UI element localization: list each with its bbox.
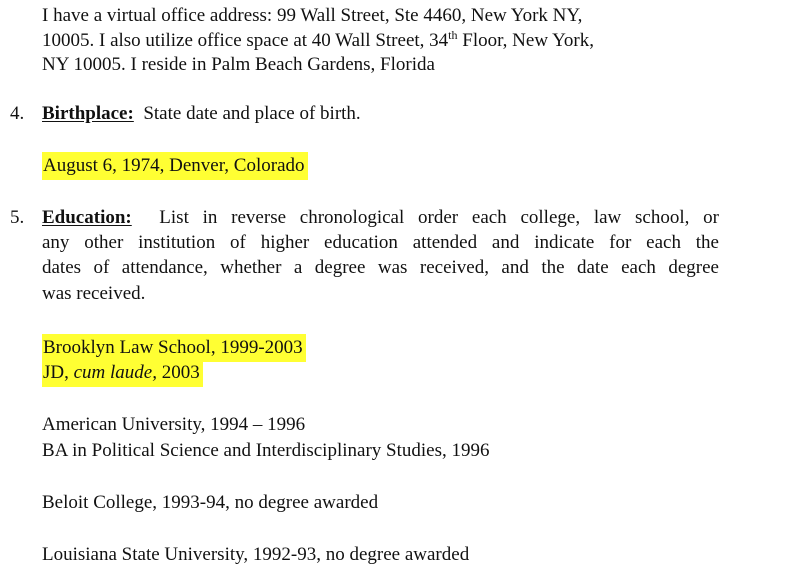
address-line-3: NY 10005. I reside in Palm Beach Gardens, Florida: [42, 54, 435, 75]
education-entry-brooklyn: [42, 336, 306, 360]
education-prompt-2: any other institution of higher education attended and indicate for each the: [42, 232, 719, 253]
address-line-2: [42, 29, 594, 53]
degree-honors: cum laude,: [73, 362, 157, 383]
birthplace-answer: [42, 154, 308, 178]
education-prompt-4: was received.: [42, 283, 146, 304]
education-prompt-1: List in reverse chronological order each college, law school, or: [159, 207, 719, 228]
address-line-1: I have a virtual office address: 99 Wall Street, Ste 4460, New York NY,: [42, 5, 583, 26]
birthplace-answer-highlight: August 6, 1974, Denver, Colorado: [42, 152, 308, 180]
item-5-number: 5.: [10, 207, 25, 228]
education-entry-american: American University, 1994 – 1996: [42, 414, 306, 435]
education-entry-beloit: Beloit College, 1993-94, no degree awarded: [42, 492, 379, 513]
brooklyn-school-highlight: Brooklyn Law School, 1999-2003: [42, 334, 306, 362]
education-heading: Education:: [42, 207, 132, 228]
birthplace-heading: Birthplace:: [42, 103, 134, 124]
item-5-question-line-1: [42, 206, 719, 230]
degree-name: JD,: [43, 362, 74, 383]
brooklyn-degree-highlight: [42, 359, 203, 387]
education-degree-american: BA in Political Science and Interdisciplinary Studies, 1996: [42, 440, 490, 461]
ordinal-suffix: th: [448, 28, 458, 42]
education-entry-lsu: Louisiana State University, 1992-93, no degree awarded: [42, 544, 470, 565]
item-4-number: 4.: [10, 103, 25, 124]
education-degree-brooklyn: [42, 361, 203, 385]
education-prompt-3: dates of attendance, whether a degree was received, and the date each degree: [42, 257, 719, 278]
address-line-2-tail: Floor, New York,: [457, 30, 594, 51]
birthplace-prompt: State date and place of birth.: [143, 103, 361, 124]
address-line-2-text: 10005. I also utilize office space at 40 Wall Street, 34: [42, 30, 449, 51]
item-4-question: [42, 102, 361, 126]
degree-year: 2003: [157, 362, 200, 383]
